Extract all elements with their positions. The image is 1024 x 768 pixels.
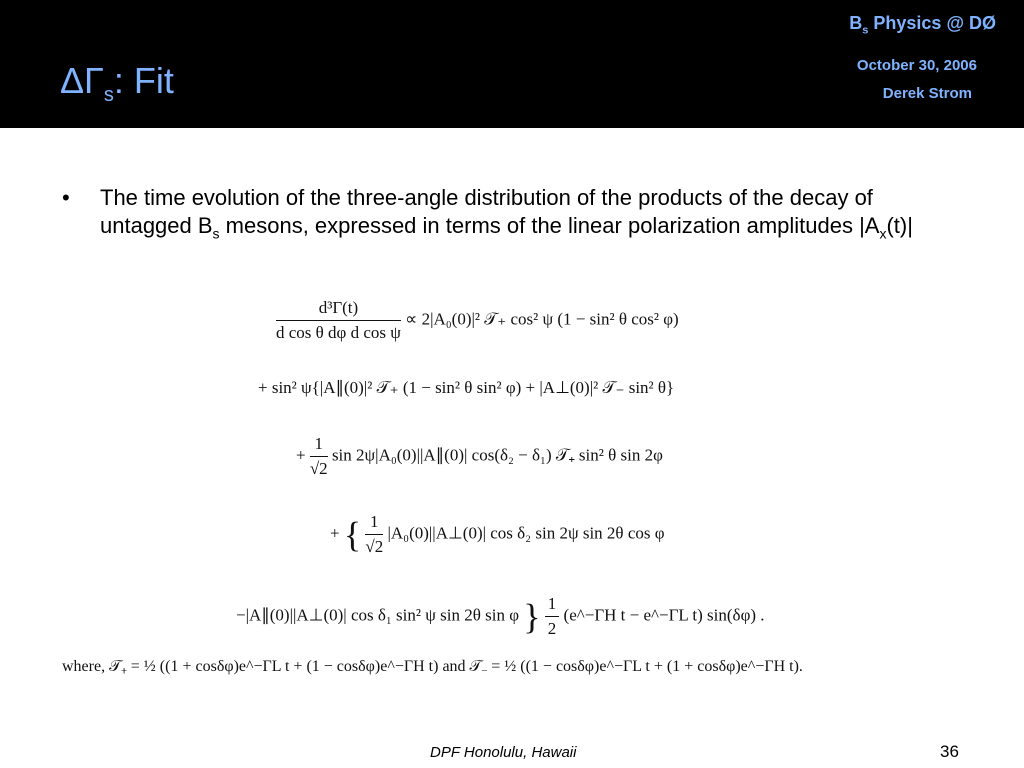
title-suffix: : Fit: [113, 60, 174, 101]
header-author: Derek Strom: [882, 84, 972, 102]
eq1-fraction: [276, 298, 401, 343]
bullet-sub-a: s: [212, 225, 220, 242]
footer-venue: DPF Honolulu, Hawaii: [430, 744, 577, 761]
eq3-numerator: 1: [310, 434, 328, 457]
eq5-denominator: 2: [547, 619, 557, 638]
equation-line-5: [236, 594, 765, 639]
eq4-rest: |A₀(0)||A⊥(0)| cos δ₂ sin 2ψ sin 2θ cos φ: [387, 523, 665, 543]
eq3-fraction: [310, 434, 328, 479]
eq1-rhs: ∝ 2|A₀(0)|² 𝒯₊ cos² ψ (1 − sin² θ cos² φ): [405, 309, 679, 329]
equation-line-4: [330, 512, 665, 557]
eq4-plus: +: [330, 523, 340, 543]
bullet-text: [100, 184, 960, 247]
header-topic: [849, 10, 996, 44]
eq4-open-brace: {: [343, 514, 362, 555]
eq5-rest: (e^−ΓH t − e^−ΓL t) sin(δφ) .: [563, 605, 765, 625]
eq4-fraction: [365, 512, 383, 557]
eq3-denominator: √2: [309, 459, 328, 478]
page-number: 36: [940, 742, 959, 761]
bullet-sub-b: x: [879, 225, 887, 242]
eq4-denominator: √2: [365, 537, 384, 556]
eq5-close-brace: }: [523, 596, 541, 637]
bullet-text-a: The time evolution of the three-angle distribution of the products of the decay of untagged B: [100, 185, 873, 238]
bullet-text-b: mesons, expressed in terms of the linear polarization amplitudes |A: [219, 213, 880, 238]
eq3-rest: sin 2ψ|A₀(0)||A∥(0)| cos(δ₂ − δ₁) 𝒯₊ sin² θ sin 2φ: [331, 445, 663, 465]
title-prefix: ΔΓ: [60, 60, 104, 101]
topic-rest: Physics @ DØ: [868, 13, 996, 33]
header-bar: [0, 0, 1024, 128]
eq3-plus: +: [296, 445, 306, 465]
eq5-numerator: 1: [545, 594, 560, 617]
bullet-text-c: (t)|: [886, 213, 913, 238]
bullet-marker: •: [62, 185, 70, 210]
header-date: October 30, 2006: [856, 56, 977, 74]
topic-main: B: [849, 13, 863, 33]
equation-line-2: + sin² ψ{|A∥(0)|² 𝒯₊ (1 − sin² θ sin² φ) + |A⊥(0)|² 𝒯₋ sin² θ}: [258, 378, 675, 397]
header-info: [849, 10, 996, 108]
slide-title: [60, 60, 174, 107]
topic-sub: s: [862, 24, 869, 37]
title-subscript: s: [103, 84, 114, 107]
equation-line-3: [296, 434, 663, 479]
equation-line-1: [276, 298, 679, 343]
eq1-numerator: d³Γ(t): [276, 298, 401, 321]
eq5-fraction: [545, 594, 560, 639]
eq5-main: −|A∥(0)||A⊥(0)| cos δ₁ sin² ψ sin 2θ sin φ: [236, 605, 520, 625]
eq4-numerator: 1: [365, 512, 383, 535]
where-definition: where, 𝒯₊ = ½ ((1 + cosδφ)e^−ΓL t + (1 − cosδφ)e^−ΓH t) and 𝒯₋ = ½ ((1 − cosδφ)e^−ΓL t + (1 + cosδφ)e^−ΓH t).: [62, 658, 803, 675]
eq1-denominator: d cos θ dφ d cos ψ: [276, 323, 401, 342]
